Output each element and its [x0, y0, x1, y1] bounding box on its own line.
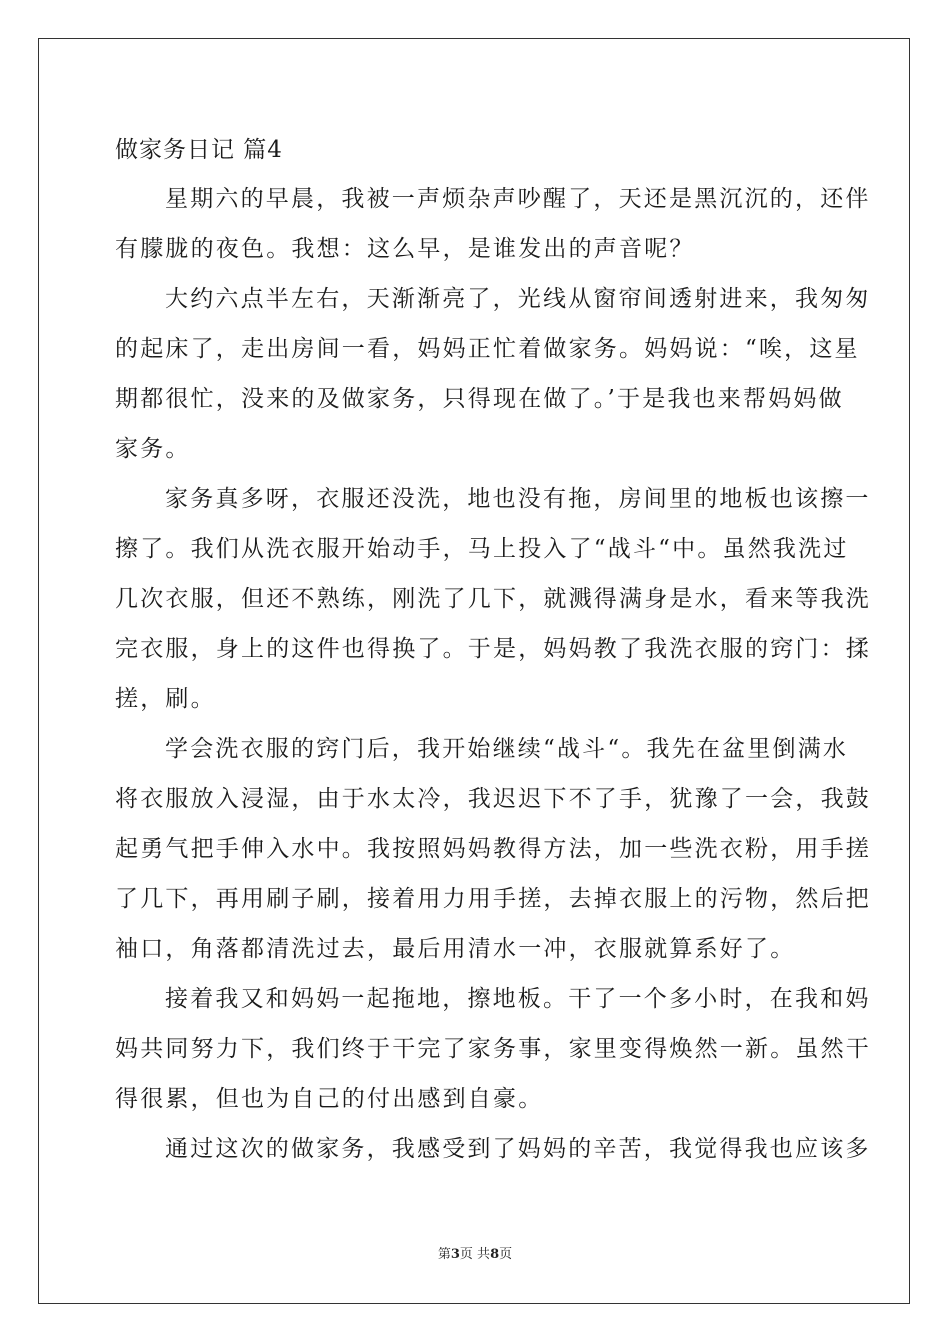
paragraph-line: 几次衣服，但还不熟练，刚洗了几下，就溅得满身是水，看来等我洗: [115, 586, 871, 612]
paragraph-line: 期都很忙，没来的及做家务，只得现在做了。’于是我也来帮妈妈做: [115, 386, 844, 412]
paragraph-4: [115, 724, 871, 974]
paragraph-line: 学会洗衣服的窍门后，我开始继续“战斗“。我先在盆里倒满水: [165, 736, 849, 762]
paragraph-line: 袖口，角落都清洗过去，最后用清水一冲，衣服就算系好了。: [115, 936, 796, 962]
paragraph-line: 星期六的早晨，我被一声烦杂声吵醒了，天还是黑沉沉的，还伴: [165, 186, 871, 212]
paragraph-line: 擦了。我们从洗衣服开始动手，马上投入了“战斗“中。虽然我洗过: [115, 536, 849, 562]
paragraph-line: 的起床了，走出房间一看，妈妈正忙着做家务。妈妈说：“唉，这星: [115, 336, 860, 362]
paragraph-line: 完衣服，身上的这件也得换了。于是，妈妈教了我洗衣服的窍门：揉: [115, 636, 871, 662]
page-total: 8: [490, 1247, 500, 1262]
page-current: 3: [450, 1247, 460, 1262]
paragraph-2: [115, 274, 871, 474]
paragraph-line: 家务真多呀，衣服还没洗，地也没有拖，房间里的地板也该擦一: [165, 486, 871, 512]
paragraph-line: 通过这次的做家务，我感受到了妈妈的辛苦，我觉得我也应该多: [165, 1136, 871, 1162]
paragraph-line: 大约六点半左右，天渐渐亮了，光线从窗帘间透射进来，我匆匆: [165, 286, 871, 312]
paragraph-line: 接着我又和妈妈一起拖地，擦地板。干了一个多小时，在我和妈: [165, 986, 871, 1012]
paragraph-line: 将衣服放入浸湿，由于水太冷，我迟迟下不了手，犹豫了一会，我鼓: [115, 786, 871, 812]
document-body: [115, 126, 871, 1174]
paragraph-line: 起勇气把手伸入水中。我按照妈妈教得方法，加一些洗衣粉，用手搓: [115, 836, 871, 862]
page-mid: 页 共: [459, 1247, 491, 1262]
paragraph-3: [115, 474, 871, 724]
paragraph-line: 妈共同努力下，我们终于干完了家务事，家里变得焕然一新。虽然干: [115, 1036, 871, 1062]
paragraph-line: 家务。: [115, 436, 191, 462]
paragraph-6: [115, 1124, 871, 1174]
paragraph-line: 得很累，但也为自己的付出感到自豪。: [115, 1086, 544, 1112]
paragraph-line: 有朦胧的夜色。我想：这么早，是谁发出的声音呢？: [115, 236, 695, 262]
paragraph-5: [115, 974, 871, 1124]
paragraph-line: 了几下，再用刷子刷，接着用力用手搓，去掉衣服上的污物，然后把: [115, 886, 871, 912]
paragraph-1: [115, 174, 871, 274]
page-suffix: 页: [499, 1247, 513, 1262]
document-heading: 做家务日记 篇4: [115, 137, 283, 163]
page-prefix: 第: [437, 1247, 451, 1262]
paragraph-line: 搓，刷。: [115, 686, 216, 712]
page-footer: [0, 1245, 950, 1265]
